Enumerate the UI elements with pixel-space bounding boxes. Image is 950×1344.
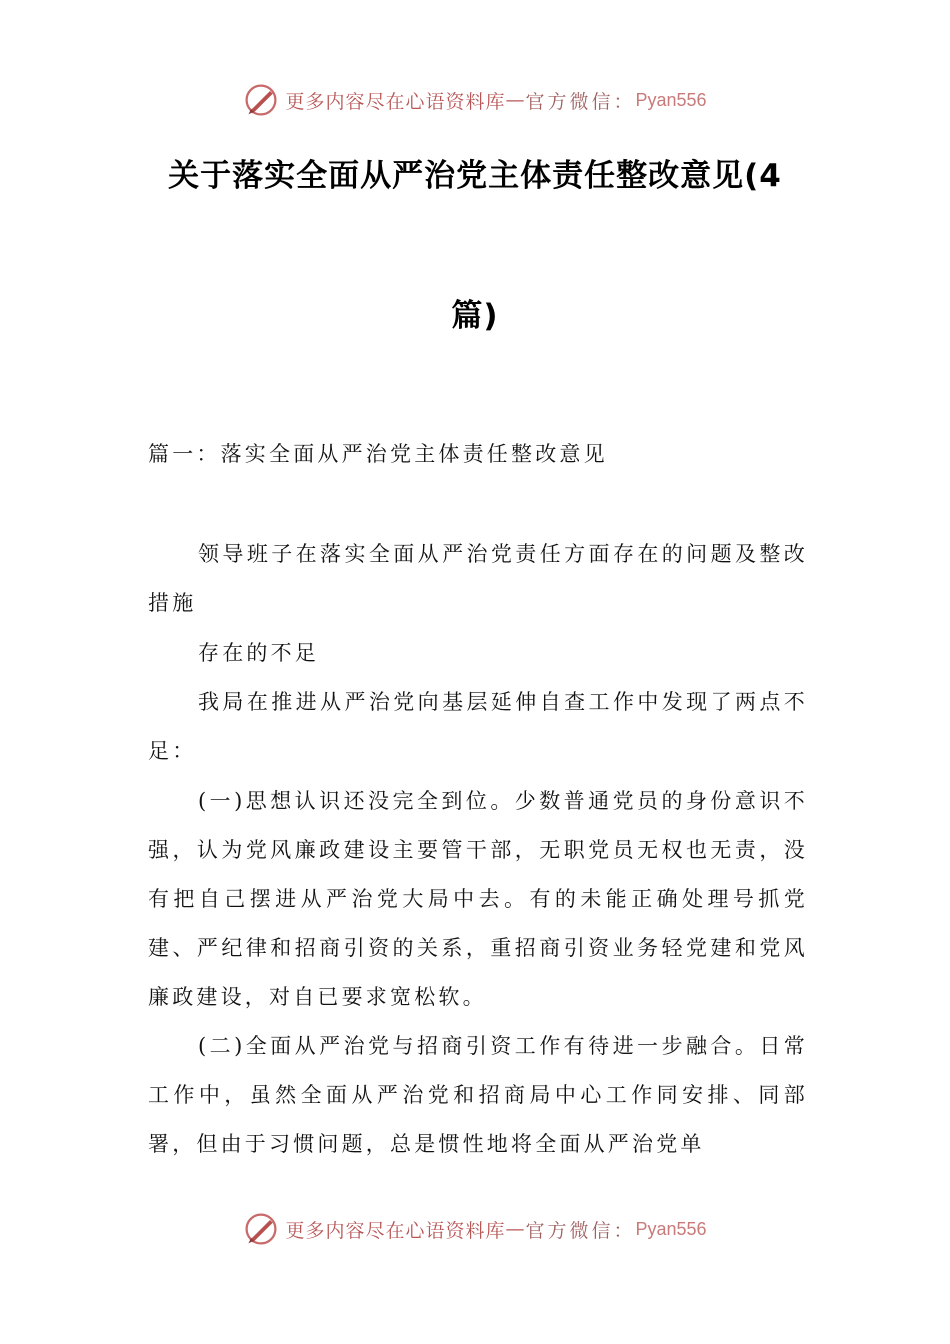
paragraph-4: (一)思想认识还没完全到位。少数普通党员的身份意识不强，认为党风廉政建设主要管干部，无职党员无权也无责，没有把自己摆进从严治党大局中去。有的未能正确处理号抓党建、严纪律和招商引资的关系，重招商引资业务轻党建和党风廉政建设，对自已要求宽松软。	[148, 789, 808, 1009]
header-watermark	[0, 82, 950, 118]
paragraph-3: 我局在推进从严治党向基层延伸自查工作中发现了两点不足：	[148, 690, 808, 763]
watermark-text: 更多内容尽在心语资料库	[285, 1219, 506, 1242]
document-title-line2: 篇)	[451, 298, 499, 334]
watermark-dash: —	[505, 1218, 526, 1240]
watermark-wechat-id: Pyan556	[635, 89, 707, 110]
paragraph-2: 存在的不足	[198, 641, 319, 665]
watermark-wechat-label: 官方微信：	[525, 90, 636, 113]
footer-watermark	[0, 1211, 950, 1247]
document-title-line1: 关于落实全面从严治党主体责任整改意见(4	[168, 158, 782, 194]
section-heading: 篇一：落实全面从严治党主体责任整改意见	[148, 442, 608, 466]
paragraph-5: (二)全面从严治党与招商引资工作有待进一步融合。日常工作中，虽然全面从严治党和招商局中心工作同安排、同部署，但由于习惯问题，总是惯性地将全面从严治党单	[148, 1034, 808, 1156]
watermark-text: 更多内容尽在心语资料库	[285, 90, 506, 113]
watermark-dash: —	[505, 89, 526, 111]
pen-logo-icon	[243, 1211, 279, 1247]
watermark-wechat-label: 官方微信：	[525, 1219, 636, 1242]
paragraph-1: 领导班子在落实全面从严治党责任方面存在的问题及整改措施	[148, 542, 808, 615]
watermark-wechat-id: Pyan556	[635, 1218, 707, 1239]
pen-logo-icon	[243, 82, 279, 118]
